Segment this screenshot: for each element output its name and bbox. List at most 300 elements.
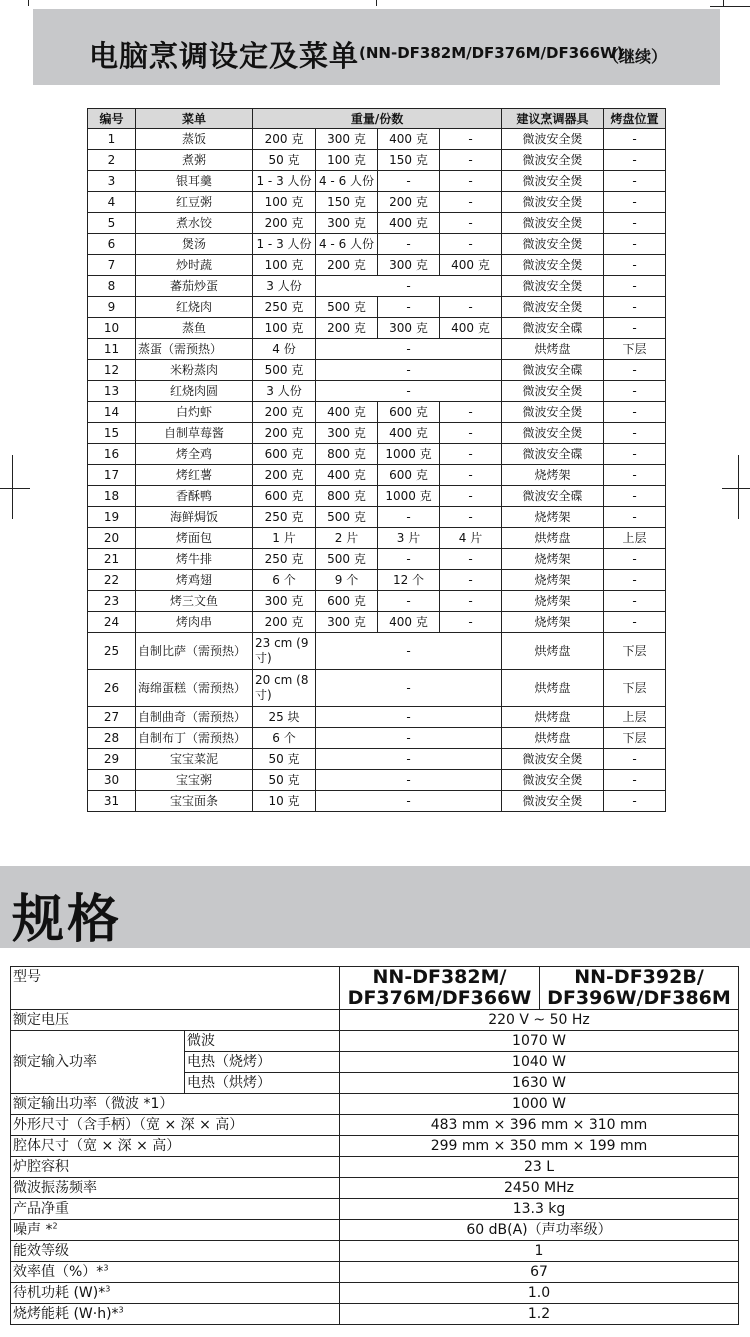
cell-utensil: 微波安全碟 bbox=[502, 444, 604, 465]
cell-utensil: 微波安全煲 bbox=[502, 423, 604, 444]
crop-mark bbox=[722, 488, 750, 489]
cell-dish: 烤牛排 bbox=[136, 549, 253, 570]
cell-position: - bbox=[604, 402, 666, 423]
table-row bbox=[88, 255, 666, 276]
cell-qty: 1 片 bbox=[253, 528, 316, 549]
model-a: NN-DF382M/ DF376M/DF366W bbox=[340, 967, 540, 1010]
cell-utensil: 微波安全煲 bbox=[502, 276, 604, 297]
header-no: 编号 bbox=[88, 109, 136, 129]
table-row bbox=[88, 381, 666, 402]
spec-value: 2450 MHz bbox=[340, 1178, 739, 1199]
cell-qty: - bbox=[440, 234, 502, 255]
cell-dish: 红烧肉 bbox=[136, 297, 253, 318]
table-row bbox=[88, 486, 666, 507]
cell-no: 27 bbox=[88, 707, 136, 728]
cell-position: - bbox=[604, 129, 666, 150]
spec-sublabel: 电热（烘烤） bbox=[185, 1073, 340, 1094]
cell-qty: 500 克 bbox=[316, 297, 378, 318]
cell-dish: 海鲜焗饭 bbox=[136, 507, 253, 528]
cell-qty: - bbox=[440, 297, 502, 318]
cell-no: 24 bbox=[88, 612, 136, 633]
cell-position: - bbox=[604, 486, 666, 507]
spec-label: 外形尺寸（含手柄）（宽 × 深 × 高） bbox=[11, 1115, 340, 1136]
spec-row bbox=[11, 1115, 739, 1136]
cell-qty: - bbox=[316, 707, 502, 728]
footnote-mark: 3 bbox=[118, 1305, 124, 1315]
cell-qty: 200 克 bbox=[253, 612, 316, 633]
spec-row bbox=[11, 1010, 739, 1031]
cell-no: 4 bbox=[88, 192, 136, 213]
cell-qty: 600 克 bbox=[316, 591, 378, 612]
cell-position: - bbox=[604, 612, 666, 633]
cell-no: 8 bbox=[88, 276, 136, 297]
table-row bbox=[88, 612, 666, 633]
cell-no: 15 bbox=[88, 423, 136, 444]
spec-value: 13.3 kg bbox=[340, 1199, 739, 1220]
cell-qty: 50 克 bbox=[253, 749, 316, 770]
cell-qty: 400 克 bbox=[378, 612, 440, 633]
cell-utensil: 烧烤架 bbox=[502, 591, 604, 612]
cell-utensil: 微波安全煲 bbox=[502, 791, 604, 812]
cell-qty: - bbox=[316, 770, 502, 791]
cell-position: 下层 bbox=[604, 670, 666, 707]
cell-no: 6 bbox=[88, 234, 136, 255]
cell-dish: 香酥鸭 bbox=[136, 486, 253, 507]
cell-qty: 200 克 bbox=[253, 465, 316, 486]
cell-qty: 600 克 bbox=[253, 444, 316, 465]
cell-dish: 宝宝面条 bbox=[136, 791, 253, 812]
cell-no: 21 bbox=[88, 549, 136, 570]
cell-qty: 800 克 bbox=[316, 444, 378, 465]
cell-dish: 烤三文鱼 bbox=[136, 591, 253, 612]
cell-utensil: 微波安全煲 bbox=[502, 171, 604, 192]
spec-row bbox=[11, 1094, 739, 1115]
cell-qty: 50 克 bbox=[253, 770, 316, 791]
spec-value: 23 L bbox=[340, 1157, 739, 1178]
table-row bbox=[88, 318, 666, 339]
cell-utensil: 烧烤架 bbox=[502, 570, 604, 591]
cell-qty: 600 克 bbox=[378, 402, 440, 423]
cell-qty: 400 克 bbox=[316, 465, 378, 486]
cell-dish: 炒时蔬 bbox=[136, 255, 253, 276]
spec-row bbox=[11, 1178, 739, 1199]
cell-qty: 300 克 bbox=[316, 129, 378, 150]
cell-qty: - bbox=[440, 507, 502, 528]
cell-no: 12 bbox=[88, 360, 136, 381]
table-row bbox=[88, 129, 666, 150]
table-row bbox=[88, 444, 666, 465]
cell-qty: - bbox=[316, 339, 502, 360]
cell-no: 14 bbox=[88, 402, 136, 423]
header-dish: 菜单 bbox=[136, 109, 253, 129]
cell-dish: 煮粥 bbox=[136, 150, 253, 171]
table-row bbox=[88, 339, 666, 360]
table-row bbox=[88, 591, 666, 612]
cell-utensil: 微波安全煲 bbox=[502, 192, 604, 213]
cell-utensil: 微波安全煲 bbox=[502, 381, 604, 402]
cell-position: 上层 bbox=[604, 707, 666, 728]
cell-qty: 200 克 bbox=[253, 402, 316, 423]
cell-position: - bbox=[604, 465, 666, 486]
cell-qty: 4 片 bbox=[440, 528, 502, 549]
cell-position: - bbox=[604, 444, 666, 465]
spec-value: 1070 W bbox=[340, 1031, 739, 1052]
spec-row bbox=[11, 1199, 739, 1220]
cell-position: - bbox=[604, 507, 666, 528]
cell-utensil: 微波安全碟 bbox=[502, 318, 604, 339]
cell-qty: 300 克 bbox=[378, 255, 440, 276]
cell-dish: 蒸鱼 bbox=[136, 318, 253, 339]
menu-table bbox=[87, 108, 666, 812]
spec-label: 腔体尺寸（宽 × 深 × 高） bbox=[11, 1136, 340, 1157]
spec-row bbox=[11, 1157, 739, 1178]
spec-sublabel: 电热（烧烤） bbox=[185, 1052, 340, 1073]
cell-utensil: 微波安全煲 bbox=[502, 770, 604, 791]
cell-qty: - bbox=[440, 213, 502, 234]
cell-qty: 500 克 bbox=[253, 360, 316, 381]
cell-qty: 400 克 bbox=[440, 318, 502, 339]
cell-utensil: 微波安全煲 bbox=[502, 150, 604, 171]
cell-no: 9 bbox=[88, 297, 136, 318]
cell-dish: 煲汤 bbox=[136, 234, 253, 255]
cell-position: - bbox=[604, 770, 666, 791]
cell-qty: 200 克 bbox=[253, 423, 316, 444]
table-header-row bbox=[88, 109, 666, 129]
cell-no: 5 bbox=[88, 213, 136, 234]
continued-label: （继续） bbox=[603, 47, 668, 66]
cell-qty: - bbox=[316, 728, 502, 749]
cell-dish: 宝宝菜泥 bbox=[136, 749, 253, 770]
cell-qty: - bbox=[316, 791, 502, 812]
cell-dish: 自制曲奇（需预热） bbox=[136, 707, 253, 728]
cell-qty: 150 克 bbox=[378, 150, 440, 171]
spec-row bbox=[11, 1304, 739, 1325]
cell-position: - bbox=[604, 276, 666, 297]
cell-qty: 2 片 bbox=[316, 528, 378, 549]
spec-value: 67 bbox=[340, 1262, 739, 1283]
spec-value: 1.0 bbox=[340, 1283, 739, 1304]
cell-utensil: 微波安全碟 bbox=[502, 360, 604, 381]
spec-label: 噪声 * bbox=[13, 1222, 53, 1238]
cell-utensil: 烘烤盘 bbox=[502, 707, 604, 728]
crop-mark bbox=[376, 0, 377, 6]
cell-qty: - bbox=[378, 507, 440, 528]
cell-qty: 23 cm (9 寸) bbox=[253, 633, 316, 670]
cell-dish: 煮水饺 bbox=[136, 213, 253, 234]
cell-dish: 红烧肉圆 bbox=[136, 381, 253, 402]
spec-label: 效率值（%）* bbox=[13, 1264, 104, 1280]
cell-utensil: 烧烤架 bbox=[502, 612, 604, 633]
cell-no: 2 bbox=[88, 150, 136, 171]
spec-value: 1040 W bbox=[340, 1052, 739, 1073]
cell-dish: 烤鸡翅 bbox=[136, 570, 253, 591]
cell-qty: 250 克 bbox=[253, 297, 316, 318]
cell-qty: - bbox=[316, 276, 502, 297]
spec-row bbox=[11, 1262, 739, 1283]
page-title: 电脑烹调设定及菜单 bbox=[89, 39, 360, 73]
cell-qty: 100 克 bbox=[253, 318, 316, 339]
footnote-mark: 3 bbox=[105, 1284, 111, 1294]
spec-row bbox=[11, 1283, 739, 1304]
cell-qty: 20 cm (8 寸) bbox=[253, 670, 316, 707]
cell-qty: - bbox=[440, 549, 502, 570]
cell-no: 11 bbox=[88, 339, 136, 360]
spec-label-cell bbox=[11, 1283, 340, 1304]
table-row bbox=[88, 670, 666, 707]
cell-dish: 烤面包 bbox=[136, 528, 253, 549]
cell-position: - bbox=[604, 318, 666, 339]
cell-position: - bbox=[604, 591, 666, 612]
spec-row bbox=[11, 1220, 739, 1241]
spec-title: 规格 bbox=[12, 890, 123, 950]
cell-qty: - bbox=[440, 570, 502, 591]
cell-dish: 红豆粥 bbox=[136, 192, 253, 213]
cell-qty: 300 克 bbox=[316, 423, 378, 444]
cell-no: 30 bbox=[88, 770, 136, 791]
table-row bbox=[88, 465, 666, 486]
cell-qty: - bbox=[316, 633, 502, 670]
cell-position: - bbox=[604, 791, 666, 812]
cell-utensil: 微波安全煲 bbox=[502, 255, 604, 276]
table-row bbox=[88, 791, 666, 812]
cell-qty: - bbox=[440, 402, 502, 423]
cell-qty: - bbox=[440, 465, 502, 486]
table-row bbox=[88, 213, 666, 234]
cell-utensil: 烘烤盘 bbox=[502, 633, 604, 670]
spec-label-cell bbox=[11, 1262, 340, 1283]
cell-position: 下层 bbox=[604, 728, 666, 749]
spec-row bbox=[11, 1241, 739, 1262]
cell-qty: - bbox=[316, 670, 502, 707]
cell-qty: 1000 克 bbox=[378, 486, 440, 507]
cell-qty: 500 克 bbox=[316, 507, 378, 528]
cell-dish: 烤全鸡 bbox=[136, 444, 253, 465]
spec-sublabel: 微波 bbox=[185, 1031, 340, 1052]
cell-dish: 烤红薯 bbox=[136, 465, 253, 486]
spec-row bbox=[11, 1136, 739, 1157]
table-row bbox=[88, 728, 666, 749]
cell-no: 26 bbox=[88, 670, 136, 707]
cell-no: 28 bbox=[88, 728, 136, 749]
cell-qty: - bbox=[440, 612, 502, 633]
cell-qty: 150 克 bbox=[316, 192, 378, 213]
spec-label: 额定电压 bbox=[11, 1010, 340, 1031]
table-row bbox=[88, 528, 666, 549]
cell-qty: 600 克 bbox=[253, 486, 316, 507]
cell-dish: 白灼虾 bbox=[136, 402, 253, 423]
cell-qty: - bbox=[440, 171, 502, 192]
cell-qty: 300 克 bbox=[378, 318, 440, 339]
cell-qty: 200 克 bbox=[316, 318, 378, 339]
table-row bbox=[88, 707, 666, 728]
cell-position: - bbox=[604, 360, 666, 381]
crop-mark bbox=[0, 488, 30, 489]
cell-qty: 300 克 bbox=[316, 612, 378, 633]
cell-qty: 400 克 bbox=[378, 129, 440, 150]
cell-utensil: 微波安全煲 bbox=[502, 213, 604, 234]
cell-utensil: 微波安全煲 bbox=[502, 749, 604, 770]
cell-utensil: 烘烤盘 bbox=[502, 728, 604, 749]
cell-dish: 银耳羹 bbox=[136, 171, 253, 192]
cell-qty: 300 克 bbox=[316, 213, 378, 234]
crop-mark bbox=[28, 0, 29, 6]
cell-position: 下层 bbox=[604, 339, 666, 360]
cell-dish: 米粉蒸肉 bbox=[136, 360, 253, 381]
table-row bbox=[88, 402, 666, 423]
model-b: NN-DF392B/ DF396W/DF386M bbox=[540, 967, 739, 1010]
cell-utensil: 烧烤架 bbox=[502, 465, 604, 486]
cell-utensil: 微波安全煲 bbox=[502, 234, 604, 255]
cell-qty: 200 克 bbox=[253, 213, 316, 234]
cell-dish: 宝宝粥 bbox=[136, 770, 253, 791]
table-row bbox=[88, 360, 666, 381]
cell-no: 20 bbox=[88, 528, 136, 549]
spec-label-cell bbox=[11, 1220, 340, 1241]
cell-qty: 10 克 bbox=[253, 791, 316, 812]
cell-position: - bbox=[604, 255, 666, 276]
cell-qty: 4 - 6 人份 bbox=[316, 171, 378, 192]
cell-utensil: 微波安全煲 bbox=[502, 402, 604, 423]
cell-qty: 600 克 bbox=[378, 465, 440, 486]
cell-dish: 蒸饭 bbox=[136, 129, 253, 150]
cell-dish: 海绵蛋糕（需预热） bbox=[136, 670, 253, 707]
cell-utensil: 烘烤盘 bbox=[502, 528, 604, 549]
cell-qty: 400 克 bbox=[378, 213, 440, 234]
crop-mark bbox=[710, 6, 750, 7]
cell-qty: 200 克 bbox=[378, 192, 440, 213]
spec-value: 1630 W bbox=[340, 1073, 739, 1094]
crop-mark bbox=[12, 455, 13, 519]
cell-utensil: 烧烤架 bbox=[502, 507, 604, 528]
cell-position: 上层 bbox=[604, 528, 666, 549]
table-row bbox=[88, 570, 666, 591]
spec-label: 炉腔容积 bbox=[11, 1157, 340, 1178]
cell-qty: 1 - 3 人份 bbox=[253, 171, 316, 192]
spec-value: 299 mm × 350 mm × 199 mm bbox=[340, 1136, 739, 1157]
spec-label: 额定输入功率 bbox=[11, 1031, 185, 1094]
cell-qty: - bbox=[440, 192, 502, 213]
spec-label: 型号 bbox=[11, 967, 340, 1010]
cell-dish: 自制草莓酱 bbox=[136, 423, 253, 444]
cell-qty: 6 个 bbox=[253, 728, 316, 749]
cell-qty: 400 克 bbox=[316, 402, 378, 423]
cell-dish: 自制比萨（需预热） bbox=[136, 633, 253, 670]
cell-qty: 3 人份 bbox=[253, 381, 316, 402]
cell-qty: 250 克 bbox=[253, 507, 316, 528]
cell-qty: 800 克 bbox=[316, 486, 378, 507]
cell-utensil: 烘烤盘 bbox=[502, 339, 604, 360]
cell-qty: - bbox=[378, 234, 440, 255]
spec-value: 1.2 bbox=[340, 1304, 739, 1325]
cell-dish: 蕃茄炒蛋 bbox=[136, 276, 253, 297]
spec-value: 220 V ~ 50 Hz bbox=[340, 1010, 739, 1031]
cell-position: - bbox=[604, 549, 666, 570]
table-row bbox=[88, 507, 666, 528]
cell-qty: - bbox=[440, 591, 502, 612]
spec-label-cell bbox=[11, 1304, 340, 1325]
cell-qty: - bbox=[378, 591, 440, 612]
table-row bbox=[88, 297, 666, 318]
cell-position: - bbox=[604, 150, 666, 171]
cell-utensil: 微波安全碟 bbox=[502, 486, 604, 507]
cell-qty: 25 块 bbox=[253, 707, 316, 728]
table-row bbox=[88, 150, 666, 171]
cell-position: - bbox=[604, 749, 666, 770]
cell-qty: 100 克 bbox=[253, 192, 316, 213]
table-row bbox=[88, 633, 666, 670]
spec-label: 微波振荡频率 bbox=[11, 1178, 340, 1199]
footnote-mark: 2 bbox=[52, 1221, 58, 1231]
cell-qty: - bbox=[316, 360, 502, 381]
cell-qty: 3 人份 bbox=[253, 276, 316, 297]
table-row bbox=[88, 234, 666, 255]
cell-position: - bbox=[604, 423, 666, 444]
cell-no: 16 bbox=[88, 444, 136, 465]
cell-qty: 50 克 bbox=[253, 150, 316, 171]
spec-value: 60 dB(A)（声功率级） bbox=[340, 1220, 739, 1241]
cell-position: - bbox=[604, 192, 666, 213]
spec-table bbox=[10, 966, 739, 1325]
spec-row bbox=[11, 967, 739, 1010]
cell-no: 10 bbox=[88, 318, 136, 339]
spec-label: 能效等级 bbox=[11, 1241, 340, 1262]
spec-value: 1 bbox=[340, 1241, 739, 1262]
cell-qty: 100 克 bbox=[253, 255, 316, 276]
cell-dish: 烤肉串 bbox=[136, 612, 253, 633]
section-banner bbox=[0, 866, 750, 948]
cell-qty: 250 克 bbox=[253, 549, 316, 570]
cell-qty: 9 个 bbox=[316, 570, 378, 591]
cell-position: - bbox=[604, 381, 666, 402]
cell-no: 18 bbox=[88, 486, 136, 507]
header-position: 烤盘位置 bbox=[604, 109, 666, 129]
cell-no: 23 bbox=[88, 591, 136, 612]
cell-position: - bbox=[604, 213, 666, 234]
cell-qty: - bbox=[316, 749, 502, 770]
spec-label: 额定输出功率（微波 *1） bbox=[11, 1094, 340, 1115]
cell-no: 17 bbox=[88, 465, 136, 486]
cell-no: 25 bbox=[88, 633, 136, 670]
cell-utensil: 微波安全煲 bbox=[502, 129, 604, 150]
cell-no: 1 bbox=[88, 129, 136, 150]
cell-qty: 300 克 bbox=[253, 591, 316, 612]
cell-no: 19 bbox=[88, 507, 136, 528]
section-banner bbox=[33, 9, 720, 85]
cell-qty: 200 克 bbox=[316, 255, 378, 276]
crop-mark bbox=[738, 455, 739, 519]
spec-row bbox=[11, 1031, 739, 1052]
spec-value: 483 mm × 396 mm × 310 mm bbox=[340, 1115, 739, 1136]
cell-position: - bbox=[604, 234, 666, 255]
cell-qty: - bbox=[378, 171, 440, 192]
cell-dish: 自制布丁（需预热） bbox=[136, 728, 253, 749]
cell-utensil: 烘烤盘 bbox=[502, 670, 604, 707]
cell-no: 7 bbox=[88, 255, 136, 276]
spec-label: 待机功耗 (W)* bbox=[13, 1285, 106, 1301]
table-row bbox=[88, 549, 666, 570]
cell-qty: - bbox=[316, 381, 502, 402]
header-weight: 重量/份数 bbox=[253, 109, 502, 129]
cell-no: 13 bbox=[88, 381, 136, 402]
cell-qty: 1 - 3 人份 bbox=[253, 234, 316, 255]
cell-qty: - bbox=[440, 486, 502, 507]
cell-qty: 4 - 6 人份 bbox=[316, 234, 378, 255]
cell-qty: 100 克 bbox=[316, 150, 378, 171]
table-row bbox=[88, 770, 666, 791]
cell-qty: - bbox=[378, 549, 440, 570]
table-row bbox=[88, 192, 666, 213]
cell-position: 下层 bbox=[604, 633, 666, 670]
